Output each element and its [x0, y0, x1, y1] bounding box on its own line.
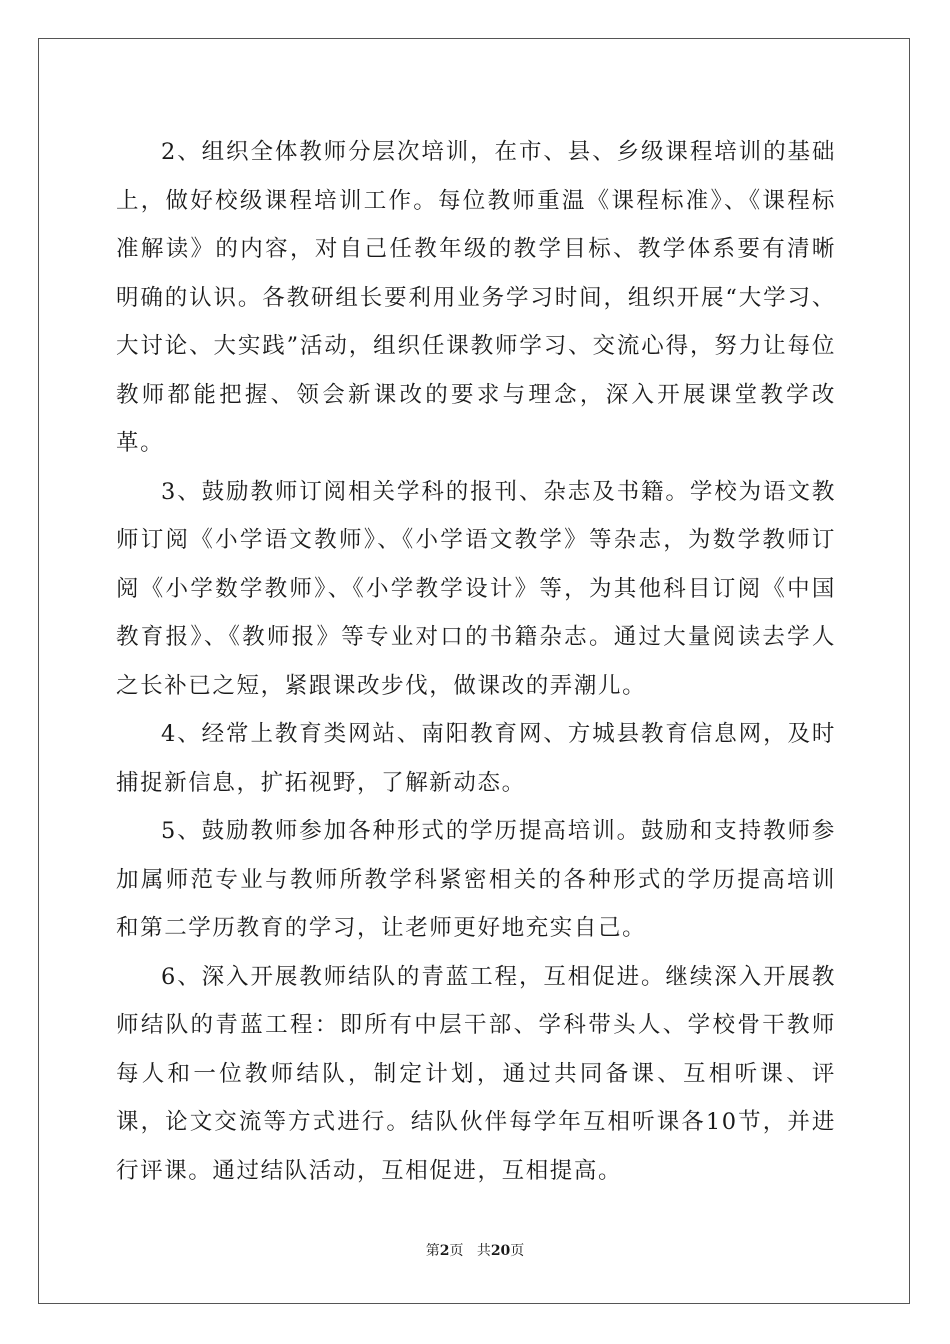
paragraph-item-5: 5、鼓励教师参加各种形式的学历提高培训。鼓励和支持教师参加属师范专业与教师所教学科紧密相关的各种形式的学历提高培训和第二学历教育的学习，让老师更好地充实自己。: [116, 818, 836, 941]
paragraph-item-3: 3、鼓励教师订阅相关学科的报刊、杂志及书籍。学校为语文教师订阅《小学语文教师》、《小学语文教学》等杂志，为数学教师订阅《小学数学教师》、《小学教学设计》等，为其他科目订阅《中国教育报》、《教师报》等专业对口的书籍杂志。通过大量阅读去学人之长补已之短，紧跟课改步伐，做课改的弄潮儿。: [116, 478, 836, 699]
paragraph-item-4: 4、经常上教育类网站、南阳教育网、方城县教育信息网，及时捕捉新信息，扩拓视野，了解新动态。: [116, 721, 836, 796]
page-footer: [0, 1240, 950, 1260]
page-total: 20: [490, 1243, 511, 1259]
total-prefix: 共: [476, 1243, 491, 1259]
page-current: 2: [439, 1243, 450, 1259]
paragraph-item-2: 2、组织全体教师分层次培训，在市、县、乡级课程培训的基础上，做好校级课程培训工作。每位教师重温《课程标准》、《课程标准解读》的内容，对自己任教年级的教学目标、教学体系要有清晰明确的认识。各教研组长要利用业务学习时间，组织开展“大学习、大讨论、大实践”活动，组织任课教师学习、交流心得，努力让每位教师都能把握、领会新课改的要求与理念，深入开展课堂教学改革。: [116, 139, 836, 456]
paragraph-item-6: 6、深入开展教师结队的青蓝工程，互相促进。继续深入开展教师结队的青蓝工程：即所有中层干部、学科带头人、学校骨干教师每人和一位教师结队，制定计划，通过共同备课、互相听课、评课，论文交流等方式进行。结队伙伴每学年互相听课各10节，并进行评课。通过结队活动，互相促进，互相提高。: [116, 963, 836, 1184]
total-suffix: 页: [510, 1243, 525, 1259]
page-suffix: 页: [449, 1243, 464, 1259]
document-body: [116, 128, 836, 1195]
page-prefix: 第: [425, 1243, 440, 1259]
